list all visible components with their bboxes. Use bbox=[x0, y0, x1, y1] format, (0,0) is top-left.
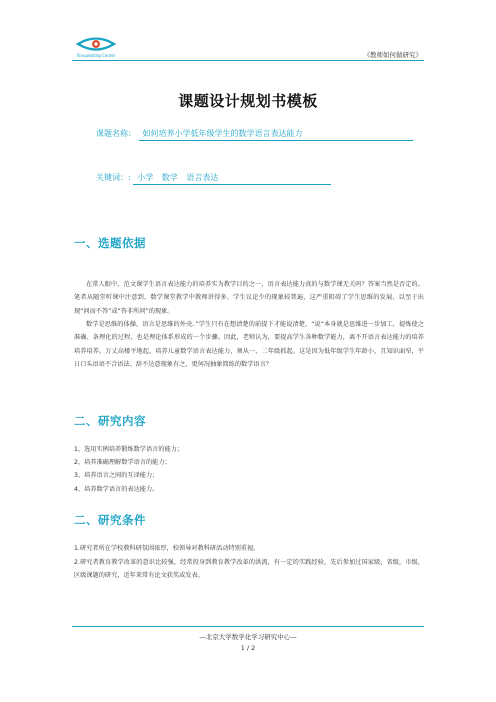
eye-logo-icon bbox=[76, 36, 116, 52]
section-title-content: 二、研究内容 bbox=[74, 414, 146, 428]
section-title-conditions: 二、研究条件 bbox=[74, 513, 146, 527]
section-title-basis: 一、选题依据 bbox=[74, 236, 146, 250]
series-title: 《教师如何做研究》 bbox=[363, 51, 422, 59]
footer-text: —北京大学数学化学习研究中心— bbox=[199, 633, 297, 641]
document-title: 课题设计规划书模板 bbox=[178, 92, 318, 110]
list-item: 4、培养数学语言的表达能力。 bbox=[74, 485, 159, 493]
list-item: 3、培养语言之间的互译能力； bbox=[74, 472, 159, 480]
list-item: 1、选用实例培养锻炼数学语言的能力； bbox=[74, 446, 184, 453]
page-number: 1 / 2 bbox=[240, 644, 256, 652]
footer-divider bbox=[72, 626, 424, 627]
basis-paragraph: 数学是思维的体操，语言是思维的外壳。”学生只有在想清楚的前提下才能说清楚，“说”本身就是思维进一步加工，提炼使之准确、条理化的过程，也是理论体系形成的一个步骤。因此，老师认为，要提高学生各种数学能力，离不开语言表达能力的培养培养培养。万丈高楼平地起，培养儿童数学语言表达能力，须从一、二年级抓起。这是因为低年级学生年龄小，且知识面窄，平日口头语语不合语法、辞不达意现象有之，更何况抽象简练的数学语言？ bbox=[74, 321, 424, 368]
topic-name-value: 如何培养小学低年级学生的数学语言表达能力 bbox=[139, 128, 413, 141]
basis-paragraph: 在常人眼中，范文课学生语言表达能力的培养实为教学目的之一，语言表达能力真的与数学课无关吗？答案当然是否定的。笔者从随堂听课中注意到，数学课堂教学中教师讲得多、学生议论少的现象较普遍，这严重阻碍了学生思维的发展，以至于出现“问而不答”或“答非所问”的现象。 bbox=[74, 281, 424, 315]
header-divider bbox=[72, 60, 424, 61]
condition-item: 2.研究者教育教学改革的意识比较强，经常投身到教育教学改革的洪流，有一定的实践经验，先后参加过国家级，省级，市级，区级课题的研究，近年来常有论文获奖或发表。 bbox=[74, 559, 424, 580]
logo bbox=[72, 36, 120, 58]
list-item: 2、培养准确理解数学语言的能力； bbox=[74, 459, 171, 467]
content-list bbox=[74, 443, 183, 496]
topic-name-label: 课题名称： bbox=[96, 129, 136, 138]
keywords-field bbox=[96, 172, 331, 185]
topic-name-field bbox=[96, 128, 413, 141]
keywords-label: 关键词：: bbox=[96, 173, 131, 182]
condition-item: 1.研究者所在学校教科研氛围浓厚，校领导对教科研活动特别重视。 bbox=[74, 545, 260, 552]
keywords-value: 小学 数学 语言表达 bbox=[133, 172, 331, 185]
logo-text: Xinupdating Center bbox=[76, 53, 116, 58]
